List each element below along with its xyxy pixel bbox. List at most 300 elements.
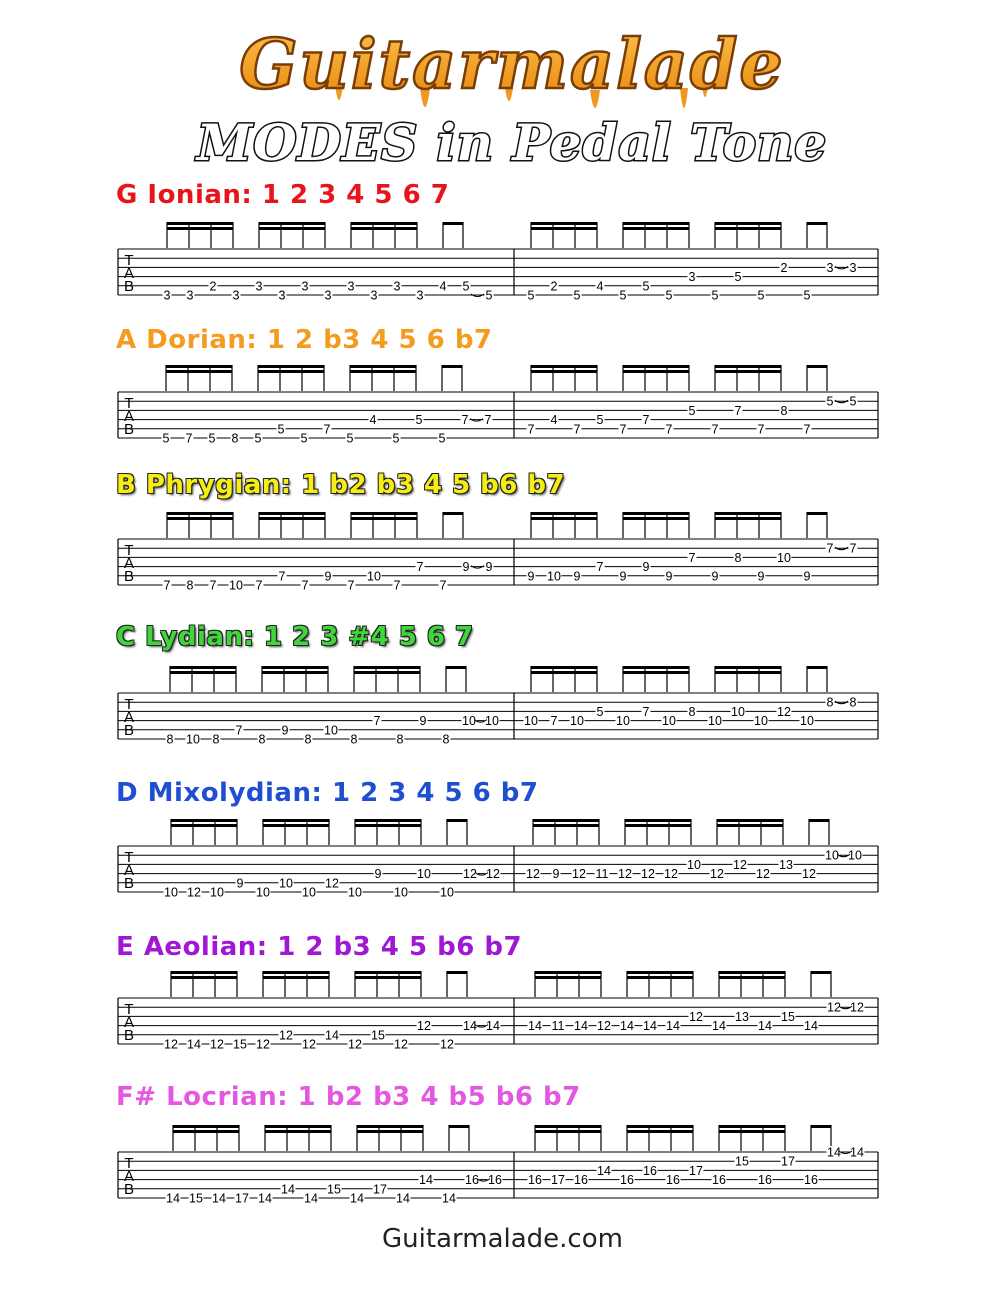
fret-number: 14 <box>350 1191 364 1206</box>
fret-number: 9 <box>552 867 560 882</box>
fret-number: 12 <box>710 867 724 882</box>
beam <box>173 1125 239 1128</box>
beam <box>265 1125 331 1128</box>
fret-number: 17 <box>551 1173 565 1188</box>
fret-number: 5 <box>300 431 308 446</box>
logo: Guitarmalade <box>239 25 785 105</box>
fret-number: 14 <box>620 1019 634 1034</box>
fret-number: 17 <box>781 1154 795 1169</box>
fret-number: 14 <box>486 1019 500 1034</box>
fret-number: 5 <box>665 288 673 303</box>
fret-number: 5 <box>254 431 262 446</box>
fret-number: 12 <box>756 867 770 882</box>
fret-number: 8 <box>186 578 194 593</box>
beam <box>263 819 329 822</box>
beam <box>351 227 417 230</box>
fret-number: 10 <box>324 723 338 738</box>
fret-number: 3 <box>416 288 424 303</box>
beam <box>531 227 597 230</box>
fret-number: 5 <box>688 403 696 418</box>
fret-number: 10 <box>229 578 243 593</box>
fret-number: 4 <box>369 413 377 428</box>
mode-title: E Aeolian: 1 2 b3 4 5 b6 b7 <box>116 932 523 962</box>
tab-clef-letter: T <box>124 1001 134 1018</box>
fret-number: 16 <box>666 1173 680 1188</box>
tab-staff <box>118 819 878 900</box>
fret-number: 7 <box>642 704 650 719</box>
fret-number: 10 <box>547 569 561 584</box>
fret-number: 12 <box>777 704 791 719</box>
fret-number: 10 <box>186 732 200 747</box>
fret-number: 10 <box>731 704 745 719</box>
beam <box>719 976 785 979</box>
fret-number: 2 <box>780 260 788 275</box>
beam <box>535 1130 601 1133</box>
beam <box>533 824 599 827</box>
fret-number: 9 <box>324 569 332 584</box>
beam <box>623 365 689 368</box>
fret-number: 9 <box>374 867 382 882</box>
fret-number: 14 <box>281 1182 295 1197</box>
fret-number: 5 <box>849 394 857 409</box>
fret-number: 3 <box>255 279 263 294</box>
beam <box>263 976 329 979</box>
beam <box>811 971 831 974</box>
fret-number: 16 <box>758 1173 772 1188</box>
fret-number: 7 <box>803 422 811 437</box>
fret-number: 7 <box>734 403 742 418</box>
beam <box>535 971 601 974</box>
fret-number: 10 <box>462 714 476 729</box>
fret-number: 14 <box>212 1191 226 1206</box>
fret-number: 12 <box>417 1019 431 1034</box>
mode-title: C Lydian: 1 2 3 #4 5 6 7 <box>116 622 474 652</box>
fret-number: 12 <box>325 876 339 891</box>
fret-number: 8 <box>396 732 404 747</box>
beam <box>535 976 601 979</box>
beam <box>351 222 417 225</box>
fret-number: 5 <box>392 431 400 446</box>
tab-clef-letter: T <box>124 696 134 713</box>
beam <box>354 671 420 674</box>
fret-number: 9 <box>281 723 289 738</box>
fret-number: 16 <box>528 1173 542 1188</box>
tab-clef-letter: B <box>123 1181 135 1198</box>
mode-title: F# Locrian: 1 b2 b3 4 b5 b6 b7 <box>116 1082 581 1112</box>
fret-number: 13 <box>779 857 793 872</box>
fret-number: 10 <box>417 867 431 882</box>
beam <box>171 976 237 979</box>
fret-number: 5 <box>162 431 170 446</box>
fret-number: 12 <box>187 885 201 900</box>
fret-number: 12 <box>164 1037 178 1052</box>
beam <box>262 666 328 669</box>
fret-number: 16 <box>574 1173 588 1188</box>
fret-number: 14 <box>574 1019 588 1034</box>
beam <box>167 512 233 515</box>
fret-number: 14 <box>258 1191 272 1206</box>
fret-number: 5 <box>438 431 446 446</box>
fret-number: 16 <box>488 1173 502 1188</box>
fret-number: 7 <box>439 578 447 593</box>
fret-number: 16 <box>712 1173 726 1188</box>
beam <box>355 819 421 822</box>
fret-number: 10 <box>302 885 316 900</box>
beam <box>263 971 329 974</box>
beam <box>167 517 233 520</box>
fret-number: 16 <box>465 1173 479 1188</box>
fret-number: 3 <box>393 279 401 294</box>
fret-number: 15 <box>189 1191 203 1206</box>
beam <box>354 666 420 669</box>
fret-number: 12 <box>526 867 540 882</box>
fret-number: 7 <box>323 422 331 437</box>
fret-number: 14 <box>643 1019 657 1034</box>
fret-number: 7 <box>826 541 834 556</box>
fret-number: 7 <box>235 723 243 738</box>
tab-clef-letter: T <box>124 542 134 559</box>
fret-number: 15 <box>233 1037 247 1052</box>
tab-staff <box>118 1125 878 1206</box>
fret-number: 12 <box>850 1000 864 1015</box>
fret-number: 14 <box>396 1191 410 1206</box>
beam <box>166 365 232 368</box>
fret-number: 16 <box>804 1173 818 1188</box>
fret-number: 8 <box>780 403 788 418</box>
fret-number: 5 <box>415 413 423 428</box>
fret-number: 10 <box>348 885 362 900</box>
fret-number: 3 <box>301 279 309 294</box>
beam <box>719 1130 785 1133</box>
beam <box>446 666 466 669</box>
fret-number: 9 <box>419 714 427 729</box>
beam <box>715 671 781 674</box>
beam <box>623 227 689 230</box>
beam <box>807 666 827 669</box>
beam <box>535 1125 601 1128</box>
beam <box>442 365 462 368</box>
fret-number: 8 <box>826 695 834 710</box>
beam <box>355 976 421 979</box>
fret-number: 5 <box>346 431 354 446</box>
fret-number: 10 <box>777 550 791 565</box>
fret-number: 14 <box>758 1019 772 1034</box>
fret-number: 10 <box>800 714 814 729</box>
fret-number: 3 <box>849 260 857 275</box>
tab-clef-letter: B <box>123 421 135 438</box>
beam <box>715 227 781 230</box>
fret-number: 14 <box>463 1019 477 1034</box>
fret-number: 15 <box>735 1154 749 1169</box>
fret-number: 3 <box>347 279 355 294</box>
fret-number: 10 <box>524 714 538 729</box>
beam <box>351 517 417 520</box>
fret-number: 5 <box>803 288 811 303</box>
fret-number: 8 <box>350 732 358 747</box>
fret-number: 14 <box>666 1019 680 1034</box>
tab-staff <box>118 971 878 1052</box>
beam <box>627 1130 693 1133</box>
fret-number: 9 <box>573 569 581 584</box>
beam <box>719 971 785 974</box>
fret-number: 12 <box>802 867 816 882</box>
beam <box>171 971 237 974</box>
fret-number: 14 <box>827 1145 841 1160</box>
fret-number: 5 <box>573 288 581 303</box>
fret-number: 17 <box>689 1163 703 1178</box>
fret-number: 5 <box>757 288 765 303</box>
tab-clef-letter: A <box>123 1168 135 1185</box>
fret-number: 3 <box>826 260 834 275</box>
beam <box>259 512 325 515</box>
mode-title: D Mixolydian: 1 2 3 4 5 6 b7 <box>116 778 539 808</box>
fret-number: 7 <box>642 413 650 428</box>
fret-number: 10 <box>616 714 630 729</box>
fret-number: 12 <box>572 867 586 882</box>
fret-number: 5 <box>208 431 216 446</box>
tab-clef-letter: A <box>123 862 135 879</box>
fret-number: 8 <box>212 732 220 747</box>
fret-number: 5 <box>462 279 470 294</box>
fret-number: 15 <box>327 1182 341 1197</box>
fret-number: 9 <box>485 560 493 575</box>
beam <box>807 365 827 368</box>
beam <box>265 1130 331 1133</box>
fret-number: 7 <box>416 560 424 575</box>
fret-number: 8 <box>304 732 312 747</box>
fret-number: 14 <box>304 1191 318 1206</box>
fret-number: 10 <box>708 714 722 729</box>
beam <box>627 1125 693 1128</box>
beam <box>350 365 416 368</box>
fret-number: 12 <box>597 1019 611 1034</box>
beam <box>173 1130 239 1133</box>
beam <box>443 512 463 515</box>
fret-number: 12 <box>618 867 632 882</box>
fret-number: 9 <box>665 569 673 584</box>
beam <box>258 365 324 368</box>
tab-clef-letter: B <box>123 278 135 295</box>
fret-number: 9 <box>527 569 535 584</box>
beam <box>531 365 597 368</box>
fret-number: 10 <box>367 569 381 584</box>
fret-number: 5 <box>527 288 535 303</box>
beam <box>355 971 421 974</box>
beam <box>166 370 232 373</box>
fret-number: 9 <box>757 569 765 584</box>
fret-number: 16 <box>620 1173 634 1188</box>
beam <box>717 819 783 822</box>
beam <box>447 819 467 822</box>
fret-number: 7 <box>393 578 401 593</box>
fret-number: 7 <box>209 578 217 593</box>
subtitle: MODES in Pedal Tone <box>196 113 828 172</box>
fret-number: 8 <box>442 732 450 747</box>
beam <box>443 222 463 225</box>
fret-number: 7 <box>527 422 535 437</box>
fret-number: 12 <box>256 1037 270 1052</box>
fret-number: 14 <box>712 1019 726 1034</box>
beam <box>531 222 597 225</box>
fret-number: 7 <box>711 422 719 437</box>
tab-clef-letter: A <box>123 709 135 726</box>
fret-number: 3 <box>278 288 286 303</box>
beam <box>715 517 781 520</box>
beam <box>717 824 783 827</box>
fret-number: 17 <box>235 1191 249 1206</box>
fret-number: 8 <box>734 550 742 565</box>
tab-clef-letter: A <box>123 408 135 425</box>
tab-clef-letter: B <box>123 568 135 585</box>
fret-number: 14 <box>166 1191 180 1206</box>
fret-number: 10 <box>164 885 178 900</box>
fret-number: 12 <box>348 1037 362 1052</box>
fret-number: 12 <box>302 1037 316 1052</box>
fret-number: 7 <box>596 560 604 575</box>
fret-number: 12 <box>664 867 678 882</box>
fret-number: 14 <box>804 1019 818 1034</box>
fret-number: 10 <box>848 848 862 863</box>
fret-number: 7 <box>255 578 263 593</box>
fret-number: 17 <box>373 1182 387 1197</box>
fret-number: 8 <box>849 695 857 710</box>
tab-clef-letter: T <box>124 849 134 866</box>
beam <box>625 824 691 827</box>
beam <box>355 824 421 827</box>
fret-number: 9 <box>642 560 650 575</box>
beam <box>623 517 689 520</box>
fret-number: 7 <box>163 578 171 593</box>
fret-number: 8 <box>258 732 266 747</box>
fret-number: 7 <box>849 541 857 556</box>
beam <box>627 971 693 974</box>
fret-number: 5 <box>642 279 650 294</box>
tab-clef-letter: T <box>124 1155 134 1172</box>
fret-number: 3 <box>163 288 171 303</box>
fret-number: 14 <box>597 1163 611 1178</box>
beam <box>263 824 329 827</box>
beam <box>531 666 597 669</box>
fret-number: 7 <box>757 422 765 437</box>
fret-number: 4 <box>439 279 447 294</box>
tab-staff <box>118 512 878 593</box>
tab-clef-letter: B <box>123 1027 135 1044</box>
fret-number: 4 <box>596 279 604 294</box>
fret-number: 7 <box>573 422 581 437</box>
fret-number: 14 <box>442 1191 456 1206</box>
fret-number: 10 <box>754 714 768 729</box>
tab-clef-letter: A <box>123 265 135 282</box>
fret-number: 8 <box>688 704 696 719</box>
fret-number: 10 <box>279 876 293 891</box>
fret-number: 14 <box>528 1019 542 1034</box>
beam <box>715 370 781 373</box>
beam <box>258 370 324 373</box>
fret-number: 3 <box>324 288 332 303</box>
fret-number: 9 <box>236 876 244 891</box>
fret-number: 11 <box>595 867 609 882</box>
fret-number: 9 <box>803 569 811 584</box>
fret-number: 7 <box>665 422 673 437</box>
fret-number: 14 <box>850 1145 864 1160</box>
fret-number: 12 <box>641 867 655 882</box>
fret-number: 10 <box>210 885 224 900</box>
beam <box>259 222 325 225</box>
tab-staff <box>118 222 878 303</box>
fret-number: 10 <box>570 714 584 729</box>
beam <box>171 819 237 822</box>
beam <box>719 1125 785 1128</box>
fret-number: 12 <box>827 1000 841 1015</box>
fret-number: 12 <box>463 867 477 882</box>
fret-number: 7 <box>278 569 286 584</box>
beam <box>715 222 781 225</box>
fret-number: 9 <box>619 569 627 584</box>
fret-number: 4 <box>550 413 558 428</box>
beam <box>531 512 597 515</box>
fret-number: 12 <box>486 867 500 882</box>
fret-number: 14 <box>419 1173 433 1188</box>
beam <box>623 512 689 515</box>
tab-clef-letter: B <box>123 722 135 739</box>
mode-title: A Dorian: 1 2 b3 4 5 6 b7 <box>116 325 493 355</box>
beam <box>715 512 781 515</box>
beam <box>623 671 689 674</box>
fret-number: 5 <box>826 394 834 409</box>
beam <box>170 671 236 674</box>
beam <box>807 222 827 225</box>
beam <box>259 227 325 230</box>
fret-number: 10 <box>825 848 839 863</box>
beam <box>531 370 597 373</box>
beam <box>715 365 781 368</box>
fret-number: 2 <box>550 279 558 294</box>
fret-number: 3 <box>186 288 194 303</box>
fret-number: 14 <box>325 1028 339 1043</box>
fret-number: 5 <box>485 288 493 303</box>
beam <box>623 370 689 373</box>
beam <box>171 824 237 827</box>
beam <box>811 1125 831 1128</box>
footer-url[interactable]: Guitarmalade.com <box>382 1224 623 1254</box>
fret-number: 12 <box>279 1028 293 1043</box>
fret-number: 7 <box>185 431 193 446</box>
fret-number: 9 <box>462 560 470 575</box>
fret-number: 10 <box>485 714 499 729</box>
tab-staff <box>118 666 878 747</box>
fret-number: 5 <box>596 704 604 719</box>
beam <box>531 671 597 674</box>
mode-title: G Ionian: 1 2 3 4 5 6 7 <box>116 180 450 210</box>
fret-number: 7 <box>550 714 558 729</box>
beam <box>715 666 781 669</box>
fret-number: 7 <box>619 422 627 437</box>
fret-number: 12 <box>733 857 747 872</box>
fret-number: 5 <box>734 270 742 285</box>
beam <box>447 971 467 974</box>
fret-number: 15 <box>371 1028 385 1043</box>
beam <box>623 666 689 669</box>
fret-number: 3 <box>370 288 378 303</box>
beam <box>623 222 689 225</box>
fret-number: 5 <box>619 288 627 303</box>
beam <box>357 1125 423 1128</box>
fret-number: 7 <box>461 413 469 428</box>
fret-number: 10 <box>394 885 408 900</box>
fret-number: 7 <box>373 714 381 729</box>
fret-number: 2 <box>209 279 217 294</box>
fret-number: 8 <box>166 732 174 747</box>
